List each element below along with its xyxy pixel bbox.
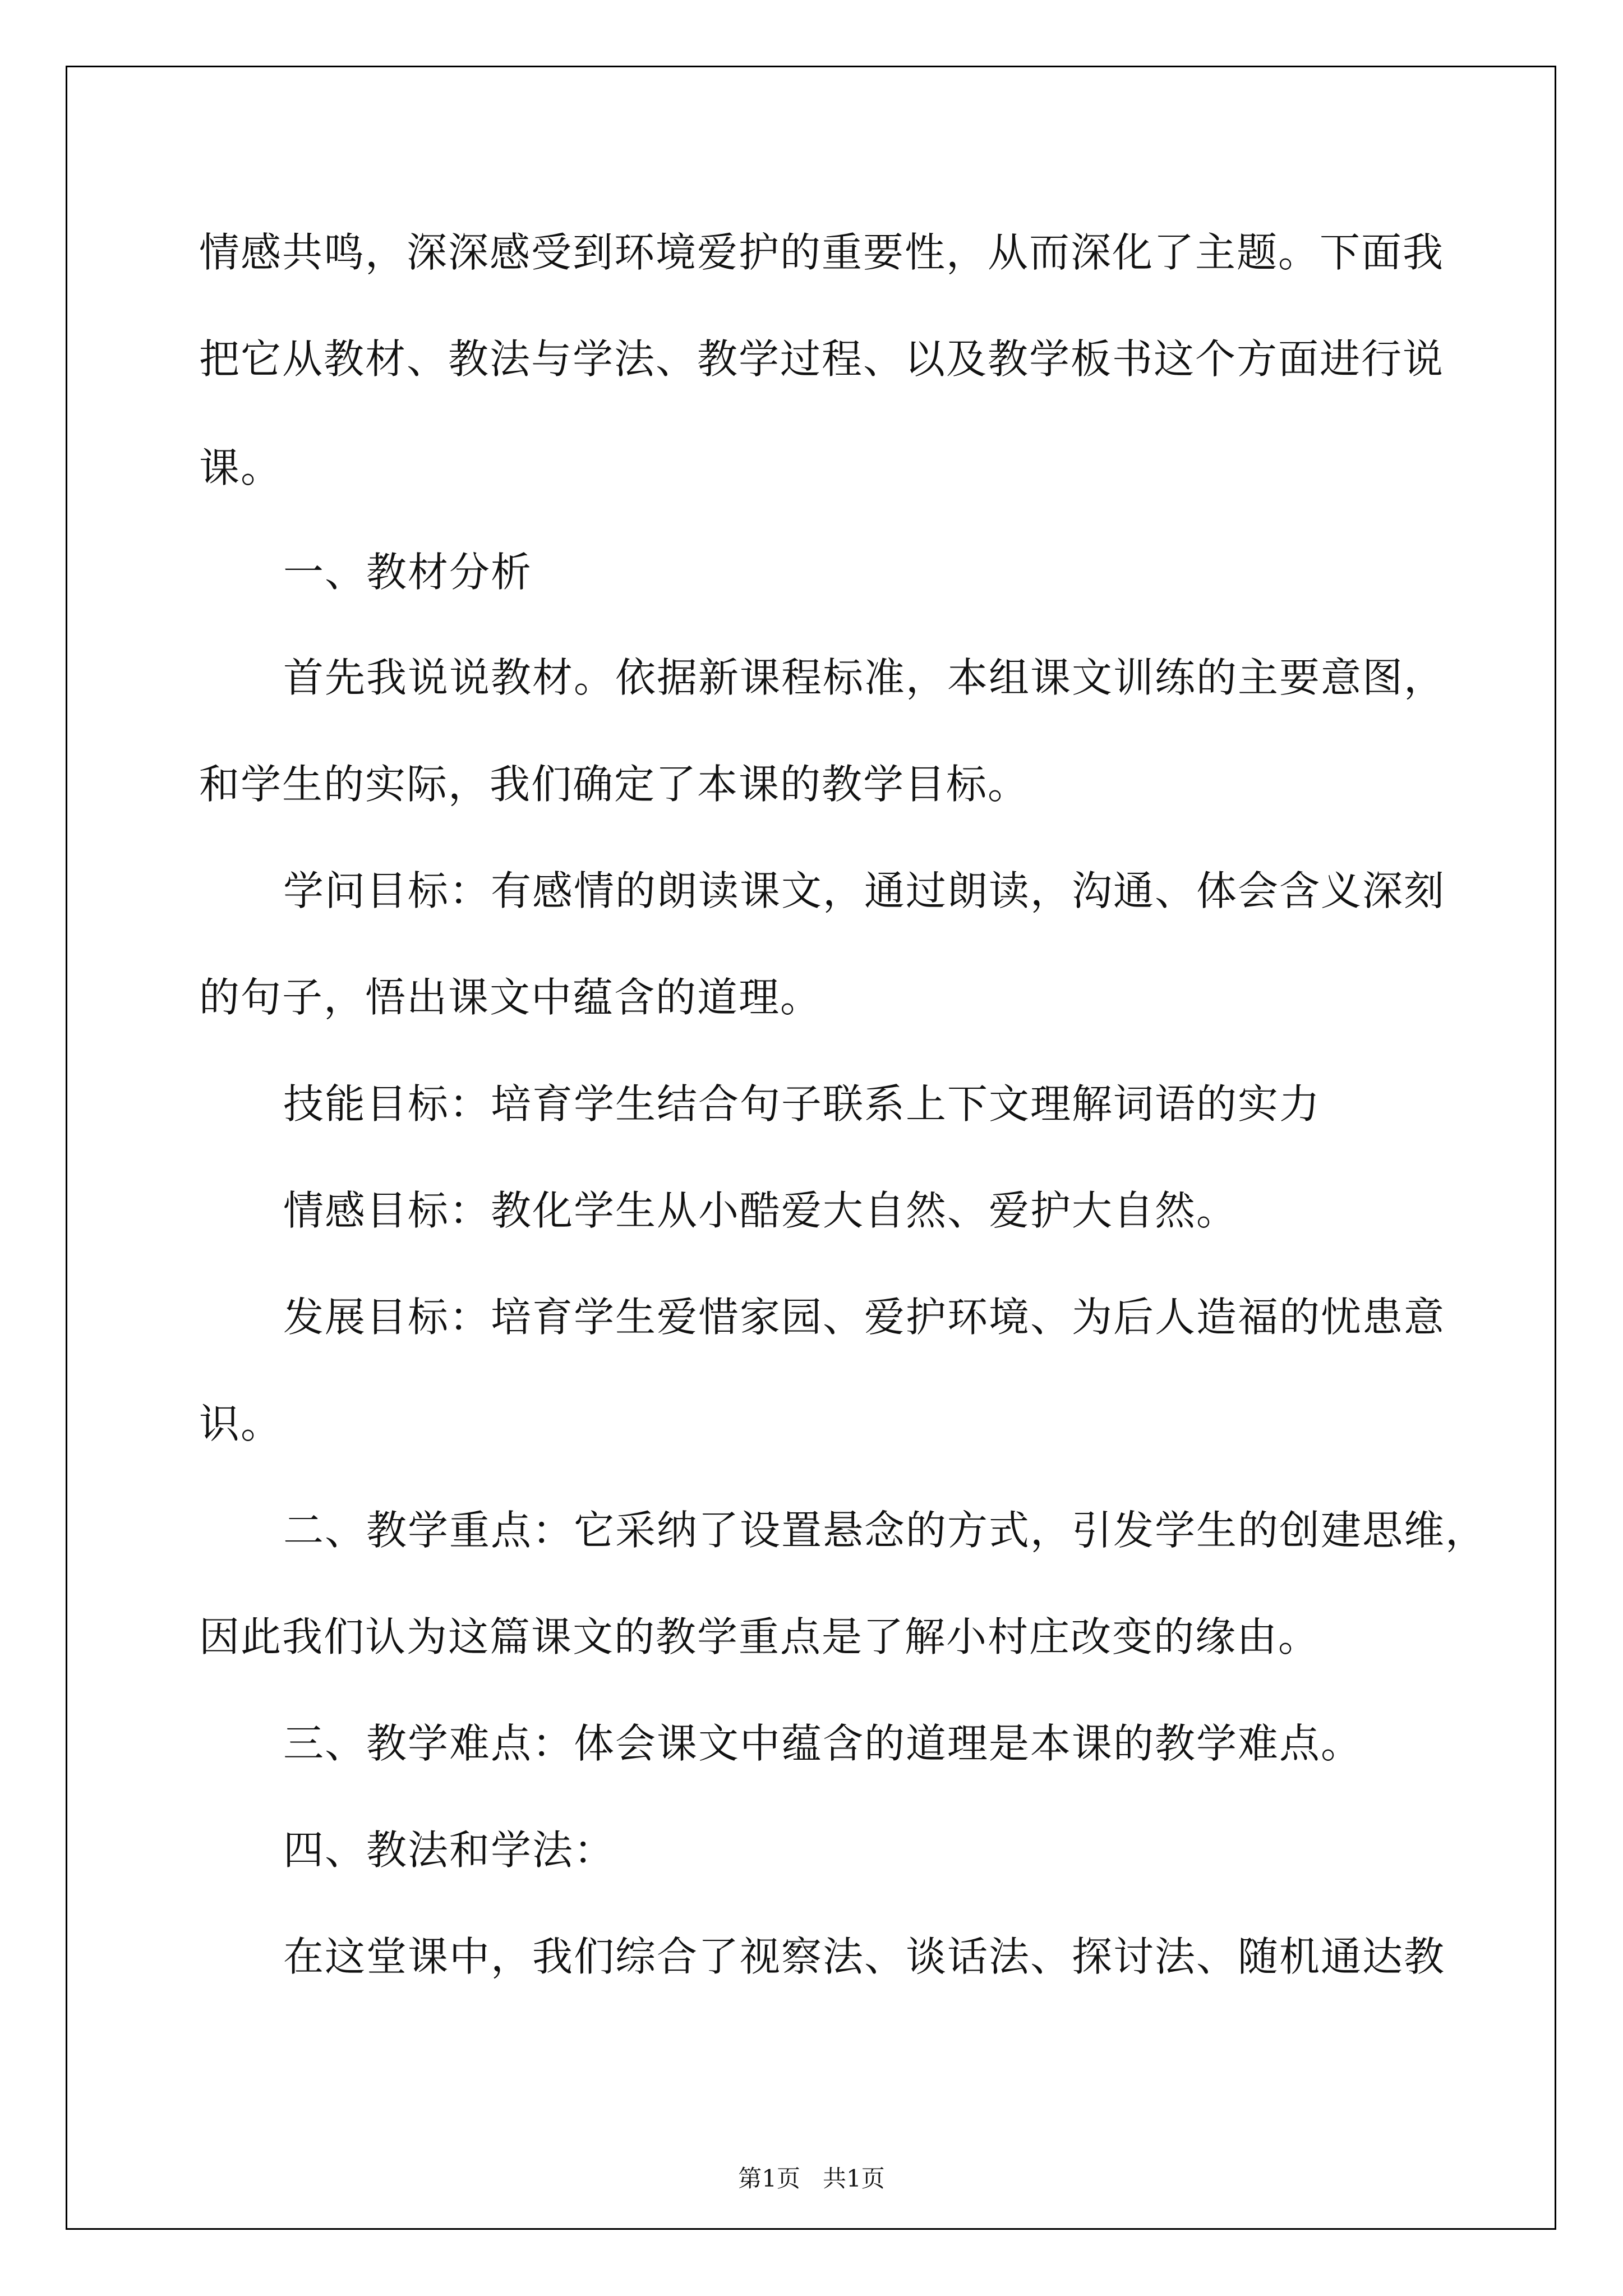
text-line: 课。 [199,444,283,491]
text-line: 在这堂课中，我们综合了视察法、谈话法、探讨法、随机通达教 [283,1933,1446,1980]
page-footer [0,2167,1623,2191]
text-line: 因此我们认为这篇课文的教学重点是了解小村庄改变的缘由。 [199,1613,1320,1660]
section-heading: 三、教学难点：体会课文中蕴含的道理是本课的教学难点。 [283,1720,1363,1767]
page-total: 共1页 [823,2165,885,2192]
text-line: 情感目标：教化学生从小酷爱大自然、爱护大自然。 [283,1187,1238,1234]
text-line: 识。 [199,1400,283,1447]
section-heading: 一、教材分析 [283,549,533,596]
section-heading: 四、教法和学法： [283,1826,616,1874]
text-line: 首先我说说教材。依据新课程标准，本组课文训练的主要意图， [283,654,1446,701]
text-line: 情感共鸣，深深感受到环境爱护的重要性，从而深化了主题。下面我 [199,229,1445,276]
text-line: 和学生的实际，我们确定了本课的教学目标。 [199,761,1030,808]
text-line: 技能目标：培育学生结合句子联系上下文理解词语的实力 [283,1080,1321,1128]
page-number: 第1页 [738,2165,800,2192]
text-line: 的句子，悟出课文中蕴含的道理。 [199,974,822,1021]
section-heading: 二、教学重点：它采纳了设置悬念的方式，引发学生的创建思维， [283,1507,1487,1554]
text-line: 把它从教材、教法与学法、教学过程、以及教学板书这个方面进行说 [199,335,1445,383]
text-line: 学问目标：有感情的朗读课文，通过朗读，沟通、体会含义深刻 [283,867,1446,914]
text-line: 发展目标：培育学生爱惜家园、爱护环境、为后人造福的忧患意 [283,1294,1446,1341]
page-border [66,66,1556,2230]
